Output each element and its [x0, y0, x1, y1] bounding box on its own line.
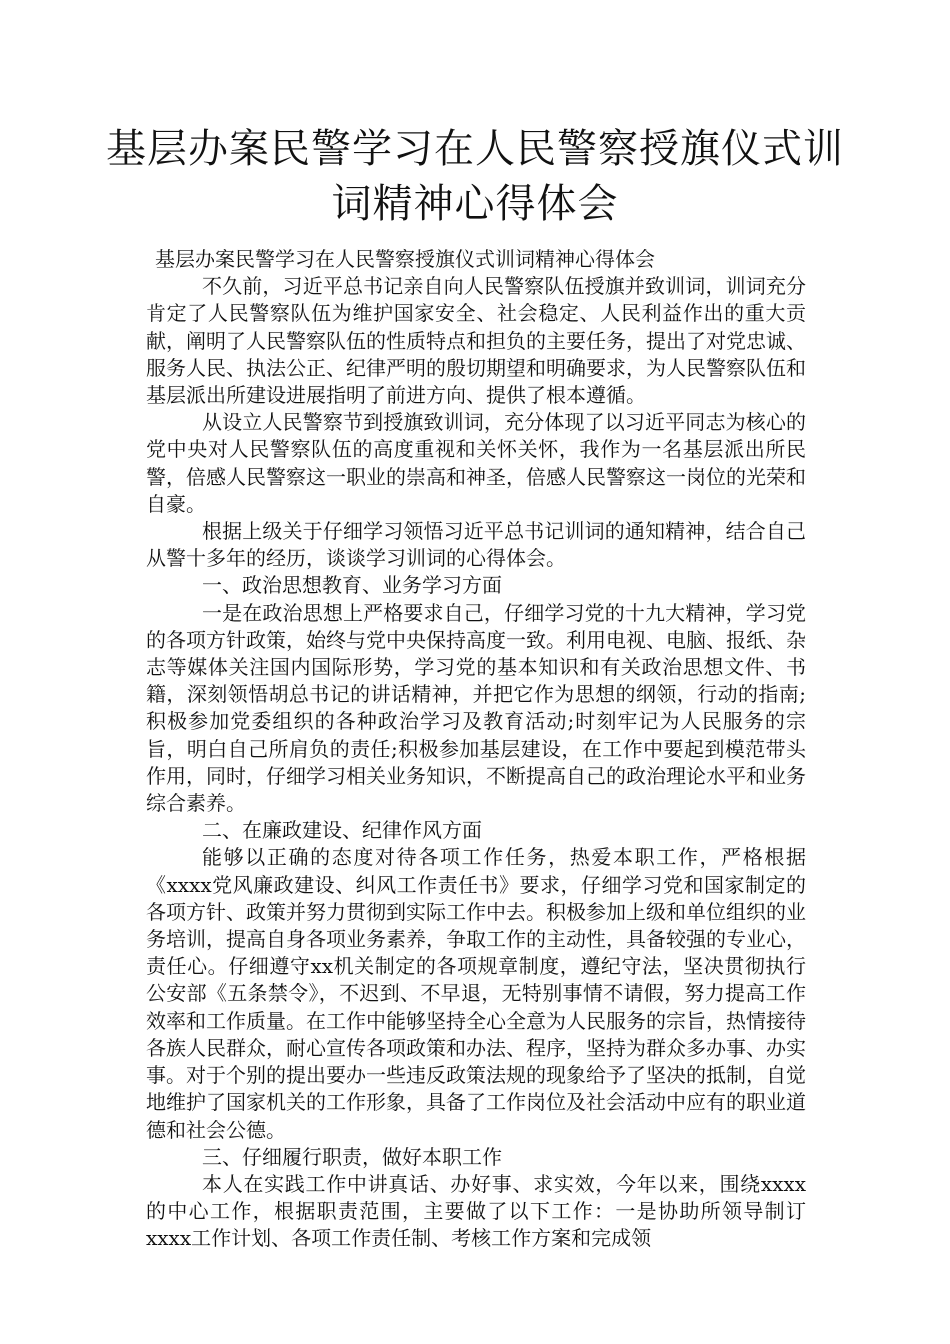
paragraph-section-1: 一是在政治思想上严格要求自己，仔细学习党的十九大精神，学习党的各项方针政策，始终与党中央保持高度一致。利用电视、电脑、报纸、杂志等媒体关注国内国际形势，学习党的基本知识和有关政治思想文件、书籍，深刻领悟胡总书记的讲话精神，并把它作为思想的纲领，行动的指南;积极参加党委组织的各种政治学习及教育活动;时刻牢记为人民服务的宗旨，明白自己所肩负的责任;积极参加基层建设，在工作中要起到模范带头作用，同时，仔细学习相关业务知识，不断提高自己的政治理论水平和业务综合素养。 — [146, 600, 806, 816]
section-heading-2: 二、在廉政建设、纪律作风方面 — [202, 818, 482, 843]
document-title: 基层办案民警学习在人民警察授旗仪式训词精神心得体会 — [106, 126, 844, 227]
paragraph-feeling: 从设立人民警察节到授旗致训词，充分体现了以习近平同志为核心的党中央对人民警察队伍的高度重视和关怀关怀，我作为一名基层派出所民警，倍感人民警察这一职业的崇高和神圣，倍感人民警察这一岗位的光荣和自豪。 — [146, 410, 806, 516]
paragraph-intro: 不久前，习近平总书记亲自向人民警察队伍授旗并致训词，训词充分肯定了人民警察队伍为维护国家安全、社会稳定、人民利益作出的重大贡献，阐明了人民警察队伍的性质特点和担负的主要任务，提出了对党忠诚、服务人民、执法公正、纪律严明的殷切期望和明确要求，为人民警察队伍和基层派出所建设进展指明了前进方向、提供了根本遵循。 — [146, 274, 806, 408]
document-body — [146, 246, 806, 1253]
paragraph-section-3: 本人在实践工作中讲真话、办好事、求实效，今年以来，围绕xxxx的中心工作，根据职责范围，主要做了以下工作：一是协助所领导制订xxxx工作计划、各项工作责任制、考核工作方案和完成领 — [146, 1171, 806, 1251]
paragraph-purpose: 根据上级关于仔细学习领悟习近平总书记训词的通知精神，结合自己从警十多年的经历，谈谈学习训词的心得体会。 — [146, 519, 806, 571]
paragraph-section-2: 能够以正确的态度对待各项工作任务，热爱本职工作，严格根据《xxxx党风廉政建设、纠风工作责任书》要求，仔细学习党和国家制定的各项方针、政策并努力贯彻到实际工作中去。积极参加上级和单位组织的业务培训，提高自身各项业务素养，争取工作的主动性，具备较强的专业心，责任心。仔细遵守xx机关制定的各项规章制度，遵纪守法，坚决贯彻执行公安部《五条禁令》，不迟到、不早退，无特别事情不请假，努力提高工作效率和工作质量。在工作中能够坚持全心全意为人民服务的宗旨，热情接待各族人民群众，耐心宣传各项政策和办法、程序，坚持为群众多办事、办实事。对于个别的提出要办一些违反政策法规的现象给予了坚决的抵制，自觉地维护了国家机关的工作形象，具备了工作岗位及社会活动中应有的职业道德和社会公德。 — [146, 845, 806, 1142]
document-subtitle: 基层办案民警学习在人民警察授旗仪式训词精神心得体会 — [155, 247, 655, 271]
section-heading-3: 三、仔细履行职责，做好本职工作 — [202, 1144, 502, 1169]
section-heading-1: 一、政治思想教育、业务学习方面 — [202, 573, 502, 598]
